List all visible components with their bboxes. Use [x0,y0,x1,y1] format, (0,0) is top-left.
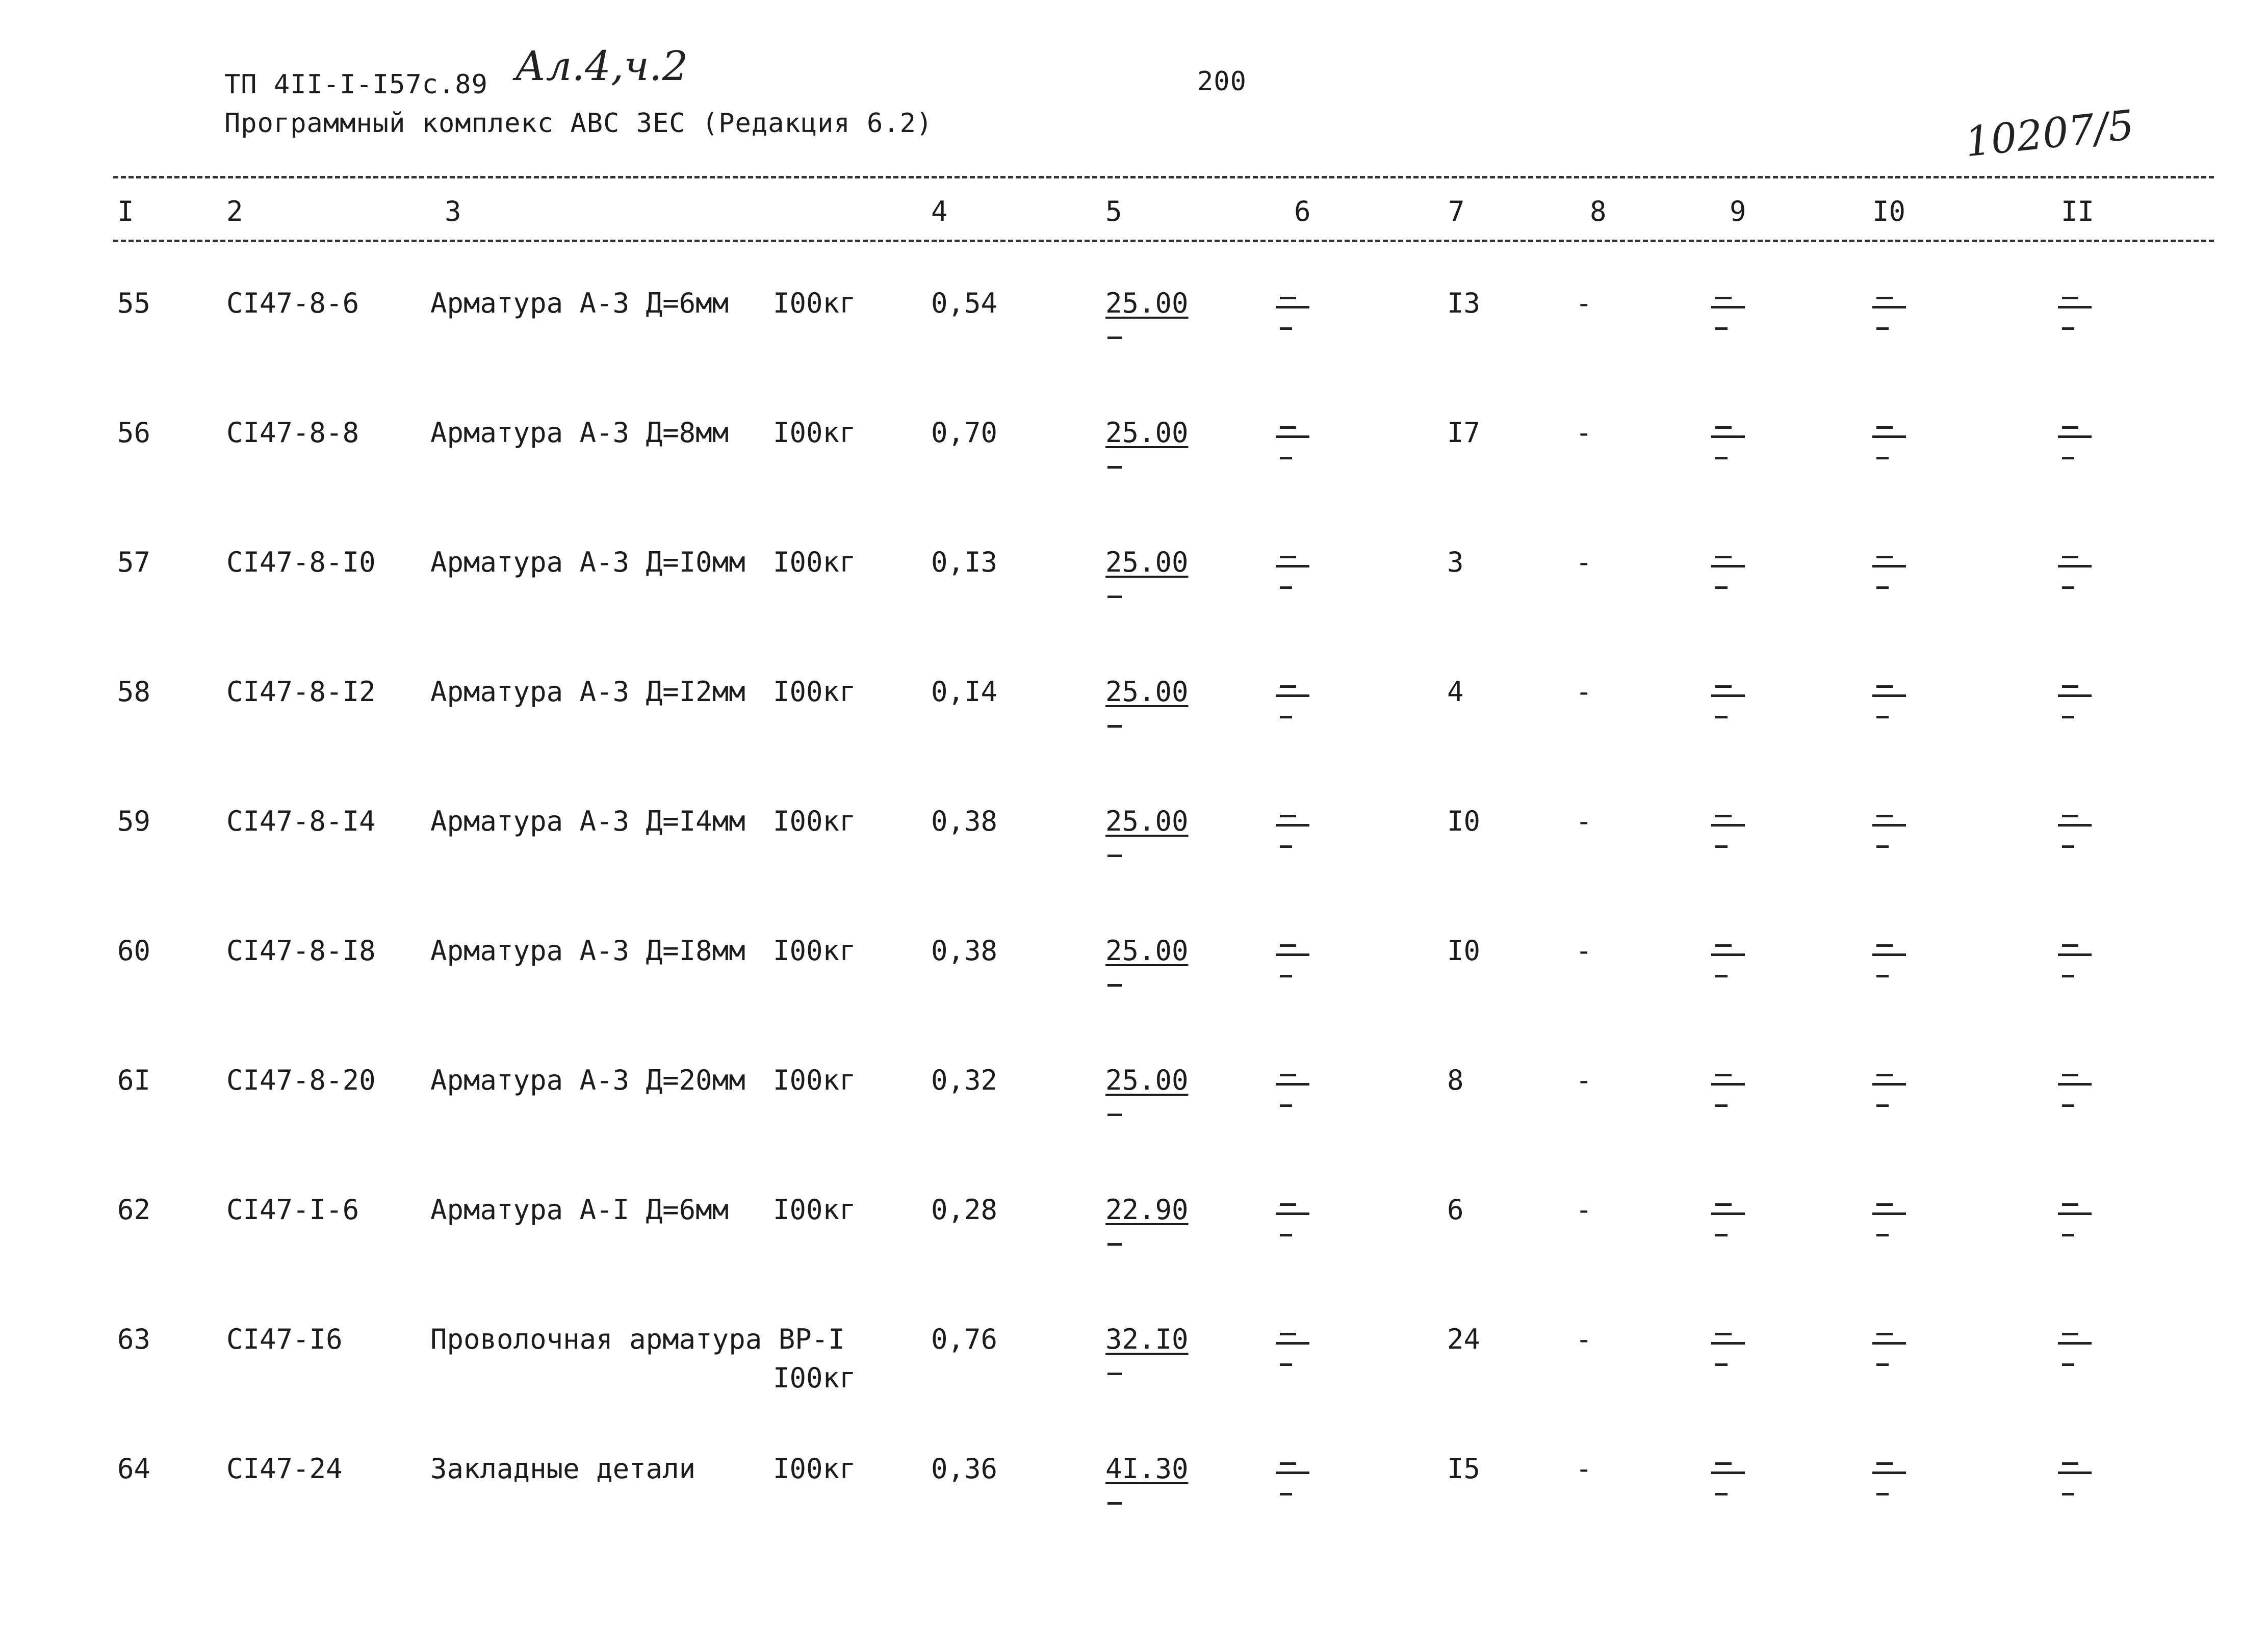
col7-value: 6 [1447,1194,1464,1226]
resource-code: СI47-8-I8 [226,935,376,967]
column-header-10: I0 [1872,195,1906,227]
unit: I00кг [773,676,856,708]
header-rule-bottom [113,240,2214,242]
column-header-2: 2 [226,195,243,227]
column-header-3: 3 [445,195,461,227]
resource-code: СI47-8-I2 [226,676,376,708]
empty-value-mark [1872,554,1909,589]
row-number: 59 [117,805,151,837]
empty-value-mark [2058,1460,2095,1496]
empty-value-mark [1872,683,1909,719]
resource-code: СI47-I6 [226,1323,343,1355]
resource-code: СI47-24 [226,1453,343,1485]
column-header-7: 7 [1448,195,1465,227]
price-sub-dash [1107,855,1122,857]
empty-value-mark [2058,1072,2095,1107]
empty-value-mark [1711,1201,1748,1237]
empty-value-mark [1276,683,1312,719]
row-number: 56 [117,417,151,449]
unit: I00кг [773,1453,856,1485]
price: 25.00 [1105,676,1189,708]
resource-code: СI47-8-I0 [226,546,376,578]
empty-value-mark [2058,424,2095,460]
empty-value-mark [1276,295,1312,330]
empty-value-mark [2058,1331,2095,1366]
page-number: 200 [1197,66,1247,97]
empty-value-mark [1276,813,1312,848]
price-sub-dash [1107,725,1122,728]
col8-value: - [1576,546,1592,578]
empty-value-mark [1276,1072,1312,1107]
handwritten-reference: Ал.4,ч.2 [515,42,688,90]
row-number: 58 [117,676,151,708]
resource-name: Арматура А-3 Д=I8мм [430,935,745,967]
doc-subtitle: Программный комплекс АВС ЗЕС (Редакция 6.2) [224,108,933,139]
quantity: 0,70 [931,417,998,449]
row-number: 55 [117,287,151,319]
col8-value: - [1576,287,1592,319]
column-header-1: I [117,195,134,227]
resource-code: СI47-8-I4 [226,805,376,837]
resource-name: Арматура А-3 Д=8мм [430,417,729,449]
quantity: 0,I3 [931,546,998,578]
empty-value-mark [2058,683,2095,719]
price: 25.00 [1105,935,1189,967]
empty-value-mark [1711,424,1748,460]
empty-value-mark [1872,295,1909,330]
price: 4I.30 [1105,1453,1189,1485]
resource-code: СI47-8-20 [226,1064,376,1096]
unit: I00кг [773,1064,856,1096]
col8-value: - [1576,1064,1592,1096]
resource-name: Арматура А-3 Д=I2мм [430,676,745,708]
quantity: 0,I4 [931,676,998,708]
col7-value: I0 [1447,805,1481,837]
price-sub-dash [1107,1243,1122,1246]
header-rule-top [113,176,2214,178]
empty-value-mark [1276,1331,1312,1366]
empty-value-mark [1276,942,1312,978]
empty-value-mark [1711,554,1748,589]
empty-value-mark [1711,1072,1748,1107]
empty-value-mark [2058,295,2095,330]
col8-value: - [1576,1323,1592,1355]
unit: I00кг [773,1362,856,1394]
row-number: 64 [117,1453,151,1485]
col8-value: - [1576,1194,1592,1226]
column-header-4: 4 [931,195,948,227]
col7-value: 3 [1447,546,1464,578]
resource-name: Арматура А-3 Д=6мм [430,287,729,319]
quantity: 0,36 [931,1453,998,1485]
empty-value-mark [1711,813,1748,848]
row-number: 6I [117,1064,151,1096]
resource-code: СI47-8-8 [226,417,359,449]
price: 25.00 [1105,805,1189,837]
col8-value: - [1576,935,1592,967]
unit: I00кг [773,546,856,578]
empty-value-mark [1872,813,1909,848]
resource-name: Арматура А-3 Д=I0мм [430,546,745,578]
price: 22.90 [1105,1194,1189,1226]
unit: I00кг [773,1194,856,1226]
doc-code: ТП 4II-I-I57с.89 [224,69,488,100]
column-header-11: II [2061,195,2095,227]
empty-value-mark [1872,942,1909,978]
quantity: 0,38 [931,935,998,967]
empty-value-mark [1872,1072,1909,1107]
price-sub-dash [1107,984,1122,987]
price: 32.I0 [1105,1323,1189,1355]
price-sub-dash [1107,466,1122,469]
col8-value: - [1576,417,1592,449]
resource-name: Арматура А-I Д=6мм [430,1194,729,1226]
col7-value: I7 [1447,417,1481,449]
resource-name: Проволочная арматура ВР-I [430,1323,845,1355]
empty-value-mark [1872,1201,1909,1237]
unit: I00кг [773,417,856,449]
column-header-8: 8 [1590,195,1607,227]
col7-value: I3 [1447,287,1481,319]
empty-value-mark [1872,424,1909,460]
resource-code: СI47-8-6 [226,287,359,319]
col7-value: I0 [1447,935,1481,967]
empty-value-mark [2058,942,2095,978]
quantity: 0,28 [931,1194,998,1226]
col8-value: - [1576,676,1592,708]
empty-value-mark [1872,1331,1909,1366]
empty-value-mark [1276,554,1312,589]
resource-name: Арматура А-3 Д=I4мм [430,805,745,837]
price: 25.00 [1105,287,1189,319]
col8-value: - [1576,1453,1592,1485]
price-sub-dash [1107,1114,1122,1116]
row-number: 60 [117,935,151,967]
empty-value-mark [1872,1460,1909,1496]
empty-value-mark [1276,1460,1312,1496]
unit: I00кг [773,805,856,837]
empty-value-mark [1276,1201,1312,1237]
quantity: 0,76 [931,1323,998,1355]
price-sub-dash [1107,596,1122,598]
unit: I00кг [773,935,856,967]
quantity: 0,54 [931,287,998,319]
price-sub-dash [1107,1373,1122,1375]
price: 25.00 [1105,417,1189,449]
quantity: 0,38 [931,805,998,837]
price: 25.00 [1105,1064,1189,1096]
price: 25.00 [1105,546,1189,578]
empty-value-mark [2058,813,2095,848]
empty-value-mark [1711,295,1748,330]
empty-value-mark [1711,942,1748,978]
resource-name: Закладные детали [430,1453,696,1485]
row-number: 62 [117,1194,151,1226]
empty-value-mark [1711,683,1748,719]
empty-value-mark [1276,424,1312,460]
resource-name: Арматура А-3 Д=20мм [430,1064,745,1096]
resource-code: СI47-I-6 [226,1194,359,1226]
empty-value-mark [1711,1331,1748,1366]
empty-value-mark [2058,1201,2095,1237]
handwritten-number: 10207/5 [1963,101,2136,166]
row-number: 63 [117,1323,151,1355]
row-number: 57 [117,546,151,578]
col7-value: I5 [1447,1453,1481,1485]
col7-value: 8 [1447,1064,1464,1096]
unit: I00кг [773,287,856,319]
col8-value: - [1576,805,1592,837]
col7-value: 4 [1447,676,1464,708]
column-header-9: 9 [1730,195,1746,227]
col7-value: 24 [1447,1323,1481,1355]
price-sub-dash [1107,1502,1122,1505]
quantity: 0,32 [931,1064,998,1096]
empty-value-mark [1711,1460,1748,1496]
column-header-6: 6 [1294,195,1311,227]
price-sub-dash [1107,337,1122,339]
column-header-5: 5 [1105,195,1122,227]
empty-value-mark [2058,554,2095,589]
